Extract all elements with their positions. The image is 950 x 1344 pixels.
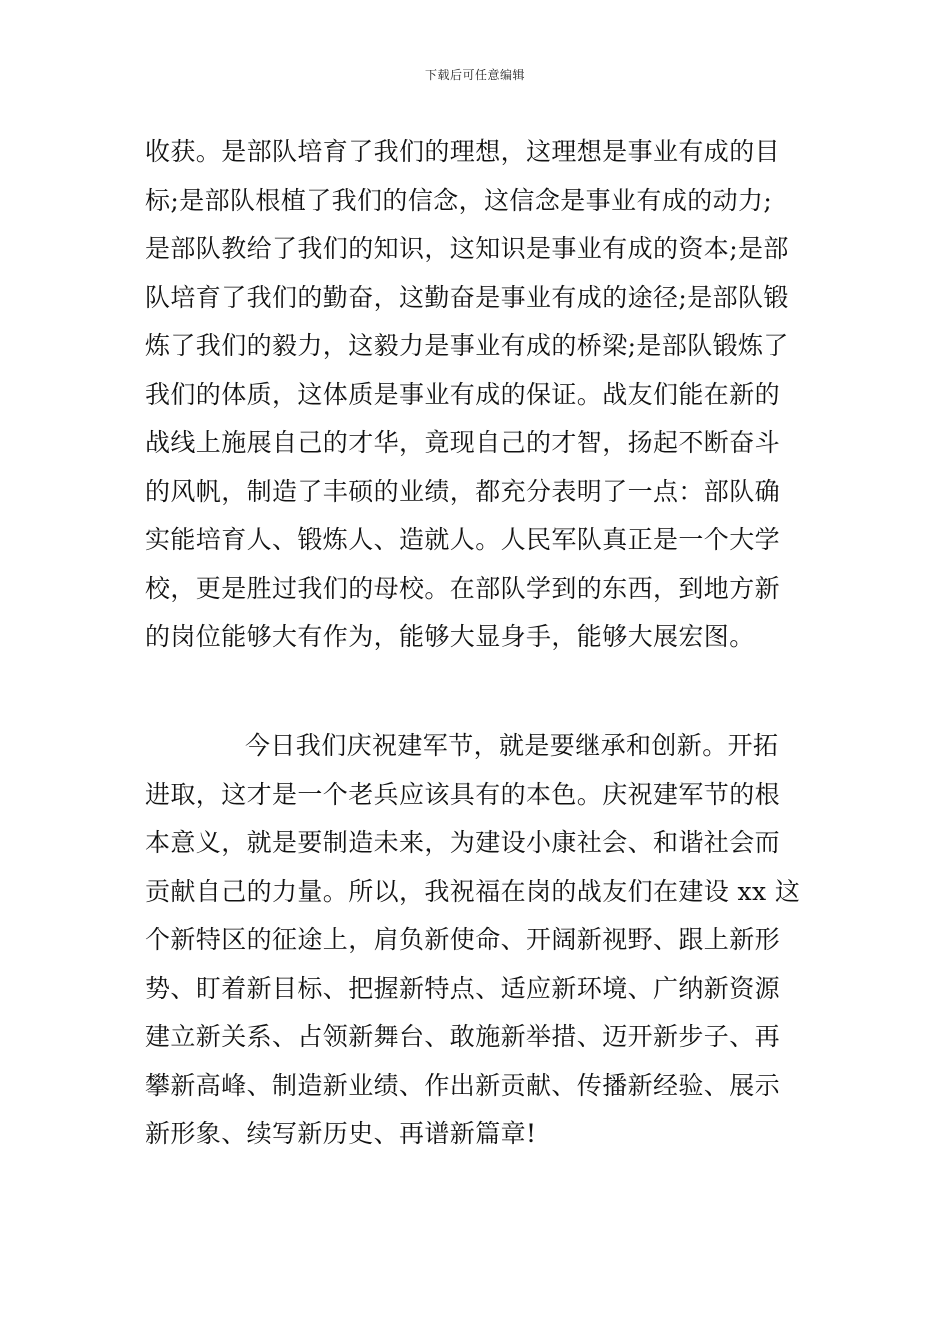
paragraph-line: 新形象、续写新历史、再谱新篇章! [145,1119,537,1148]
paragraph-line: 实能培育人、锻炼人、造就人。人民军队真正是一个大学 [145,525,781,554]
paragraph-line: 的风帆，制造了丰硕的业绩，都充分表明了一点：部队确 [145,476,781,506]
paragraph-1 [145,128,810,662]
paragraph-line: 收获。是部队培育了我们的理想，这理想是事业有成的目 [145,137,781,166]
paragraph-line: 炼了我们的毅力，这毅力是事业有成的桥梁;是部队锻炼了 [145,331,789,360]
paragraph-line: 本意义，就是要制造未来，为建设小康社会、和谐社会而 [145,828,781,857]
paragraph-line: 是部队教给了我们的知识，这知识是事业有成的资本;是部 [145,234,789,263]
paragraph-line: 个新特区的征途上，肩负新使命、开阔新视野、跟上新形 [145,925,781,954]
paragraph-line: 今日我们庆祝建军节，就是要继承和创新。开拓 [245,731,779,760]
paragraph-line: 的岗位能够大有作为，能够大显身手，能够大展宏图。 [145,622,755,651]
paragraph-line: 贡献自己的力量。所以，我祝福在岗的战友们在建设 xx 这 [145,876,801,906]
paragraph-line: 势、盯着新目标、把握新特点、适应新环境、广纳新资源 [145,973,781,1003]
paragraph-line: 攀新高峰、制造新业绩、作出新贡献、传播新经验、展示 [145,1070,781,1100]
paragraph-line: 建立新关系、占领新舞台、敢施新举措、迈开新步子、再 [145,1022,781,1051]
paragraph-line: 战线上施展自己的才华，竟现自己的才智，扬起不断奋斗 [145,428,781,457]
paragraph-line: 队培育了我们的勤奋，这勤奋是事业有成的途径;是部队锻 [145,282,789,312]
header-note: 下载后可任意编辑 [424,68,525,82]
paragraph-line: 我们的体质，这体质是事业有成的保证。战友们能在新的 [145,379,781,409]
paragraph-line: 标;是部队根植了我们的信念，这信念是事业有成的动力; [145,185,773,215]
paragraph-line: 进取，这才是一个老兵应该具有的本色。庆祝建军节的根 [145,779,781,809]
paragraph-line: 校，更是胜过我们的母校。在部队学到的东西，到地方新 [145,573,781,603]
paragraph-2 [145,722,810,1159]
